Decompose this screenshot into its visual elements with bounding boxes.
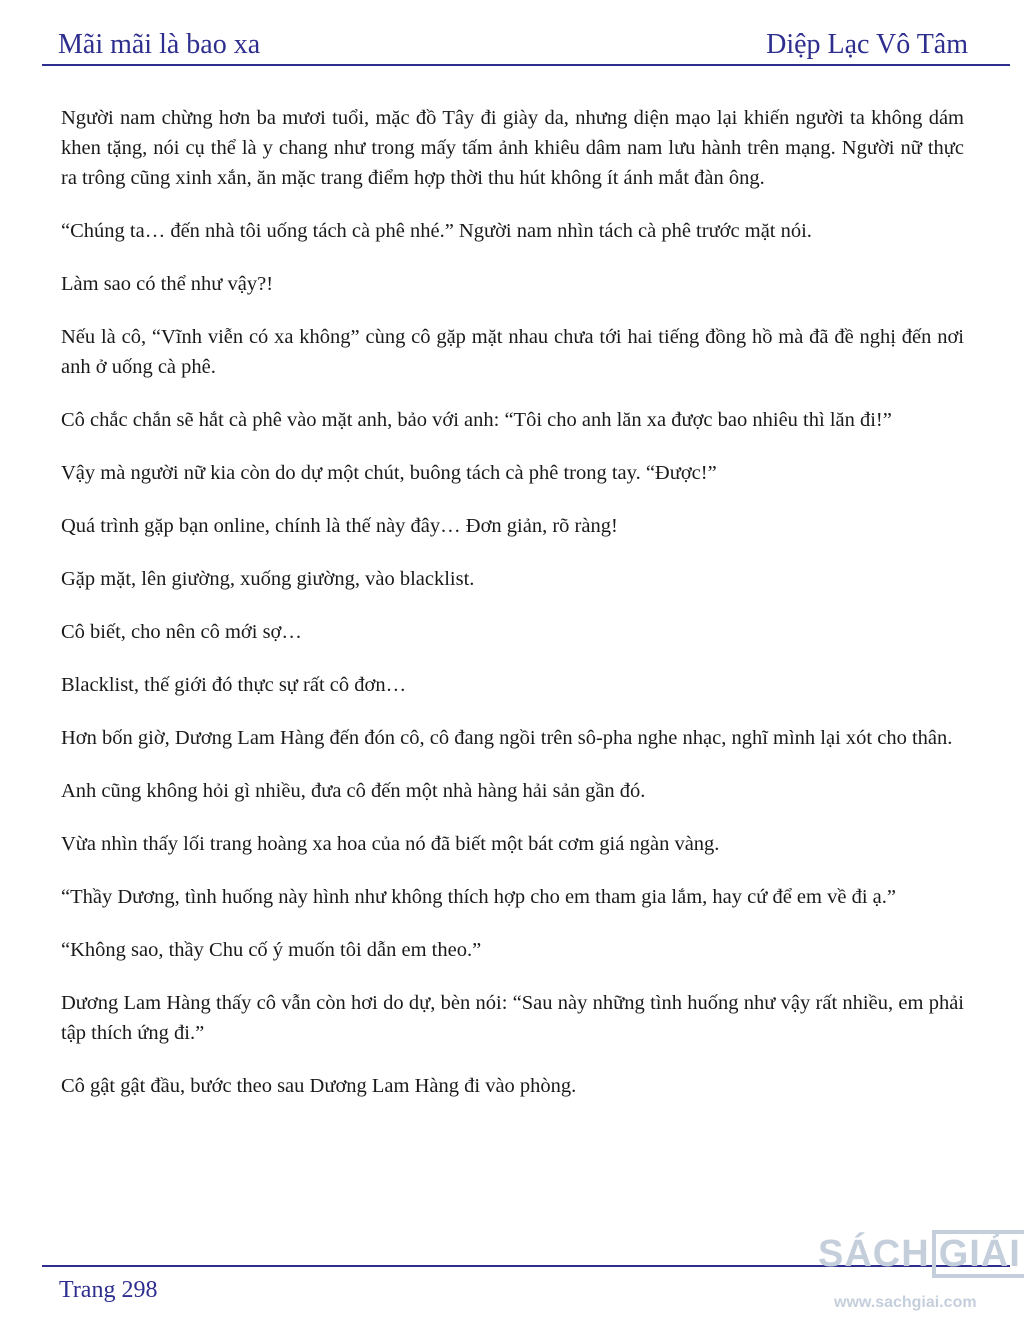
paragraph: Dương Lam Hàng thấy cô vẫn còn hơi do dự, bèn nói: “Sau này những tình huống như vậy rất nhiều, em phải tập thích ứng đi.” xyxy=(61,992,964,1044)
watermark-logo xyxy=(812,1226,1024,1318)
paragraph: Cô biết, cho nên cô mới sợ… xyxy=(61,621,302,643)
header-divider xyxy=(42,64,1010,66)
book-title: Mãi mãi là bao xa xyxy=(58,29,261,60)
watermark-brand xyxy=(818,1230,1024,1278)
paragraph: Hơn bốn giờ, Dương Lam Hàng đến đón cô, cô đang ngồi trên sô-pha nghe nhạc, nghĩ mình lại xót cho thân. xyxy=(61,727,953,749)
paragraph: Blacklist, thế giới đó thực sự rất cô đơn… xyxy=(61,674,407,696)
paragraph: Anh cũng không hỏi gì nhiều, đưa cô đến một nhà hàng hải sản gần đó. xyxy=(61,780,646,802)
paragraph: Gặp mặt, lên giường, xuống giường, vào blacklist. xyxy=(61,568,475,590)
paragraph: Cô chắc chắn sẽ hắt cà phê vào mặt anh, bảo với anh: “Tôi cho anh lăn xa được bao nhiêu thì lăn đi!” xyxy=(61,409,892,431)
paragraph: “Chúng ta… đến nhà tôi uống tách cà phê nhé.” Người nam nhìn tách cà phê trước mặt nói. xyxy=(61,220,812,242)
paragraph: Làm sao có thể như vậy?! xyxy=(61,273,274,295)
paragraph: Quá trình gặp bạn online, chính là thế này đây… Đơn giản, rõ ràng! xyxy=(61,515,618,537)
paragraph: “Thầy Dương, tình huống này hình như không thích hợp cho em tham gia lắm, hay cứ để em về đi ạ.” xyxy=(61,886,896,908)
watermark-url: www.sachgiai.com xyxy=(834,1294,977,1311)
paragraph: Nếu là cô, “Vĩnh viễn có xa không” cùng cô gặp mặt nhau chưa tới hai tiếng đồng hồ mà đã đề nghị đến nơi anh ở uống cà phê. xyxy=(61,326,964,378)
paragraph: “Không sao, thầy Chu cố ý muốn tôi dẫn em theo.” xyxy=(61,939,482,961)
page-body xyxy=(61,103,964,1124)
paragraph: Cô gật gật đầu, bước theo sau Dương Lam Hàng đi vào phòng. xyxy=(61,1075,577,1097)
author-name: Diệp Lạc Vô Tâm xyxy=(766,29,968,60)
watermark-brand-left: SÁCH xyxy=(818,1232,930,1275)
paragraph: Người nam chừng hơn ba mươi tuổi, mặc đồ Tây đi giày da, nhưng diện mạo lại khiến người ta không dám khen tặng, nói cụ thể là y chang như trong mấy tấm ảnh khiêu dâm nam lưu hành trên mạng. Người nữ thực ra trông cũng xinh xắn, ăn mặc trang điểm hợp thời thu hút không ít ánh mắt đàn ông. xyxy=(61,107,964,189)
paragraph: Vừa nhìn thấy lối trang hoàng xa hoa của nó đã biết một bát cơm giá ngàn vàng. xyxy=(61,833,720,855)
page-header xyxy=(58,26,968,62)
watermark-brand-right: GIẢI xyxy=(932,1230,1024,1278)
paragraph: Vậy mà người nữ kia còn do dự một chút, buông tách cà phê trong tay. “Được!” xyxy=(61,462,717,484)
page-number: Trang 298 xyxy=(59,1277,158,1303)
